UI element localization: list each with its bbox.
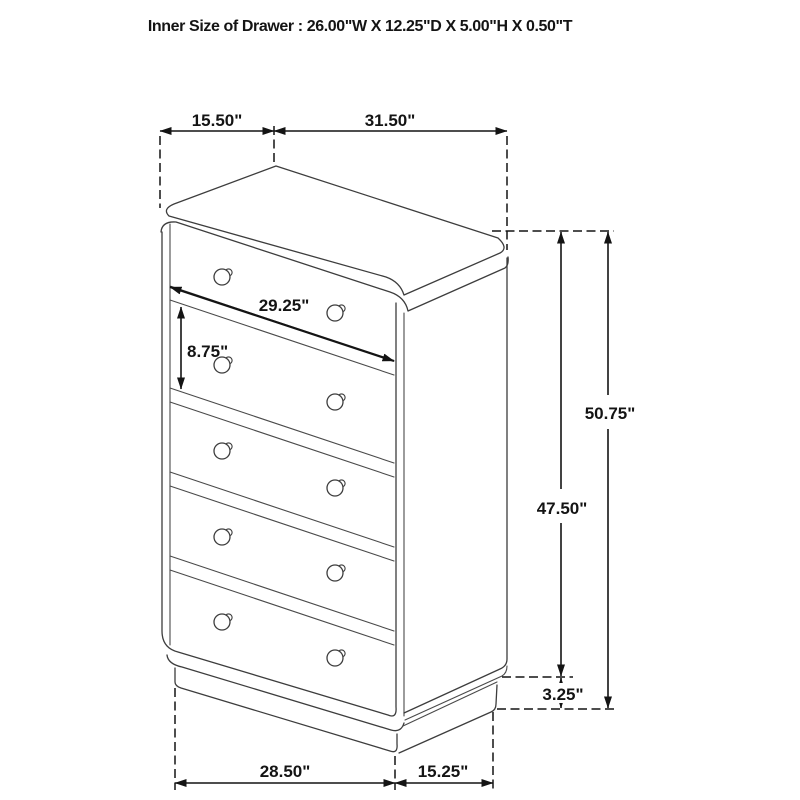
drawer-gap-2-top bbox=[170, 388, 394, 463]
chest-plinth-side bbox=[399, 685, 497, 753]
chest-top-band-edge bbox=[161, 222, 508, 311]
knob-icon bbox=[327, 565, 345, 581]
drawer-separations bbox=[170, 286, 394, 645]
knob-icon bbox=[214, 614, 232, 630]
drawer-gap-3-bottom bbox=[170, 486, 394, 561]
label-base-height: 3.25" bbox=[542, 685, 584, 704]
diagram-title: Inner Size of Drawer : 26.00"W X 12.25"D X 5.00"H X 0.50"T bbox=[147, 18, 573, 35]
knob-icon bbox=[327, 650, 345, 666]
chest-plinth-side-top bbox=[403, 682, 497, 726]
drawer-gap-4-top bbox=[170, 556, 394, 631]
label-body-height: 47.50" bbox=[536, 499, 588, 518]
dimension-labels bbox=[148, 18, 635, 781]
label-drawer-front-height: 8.75" bbox=[187, 342, 229, 361]
label-bottom-side-depth: 15.25" bbox=[417, 762, 469, 781]
drawer-gap-4-bottom bbox=[170, 570, 394, 645]
drawer-gap-3-top bbox=[170, 472, 394, 547]
chest-drawing bbox=[161, 166, 508, 753]
knob-icon bbox=[327, 305, 345, 321]
label-top-left-width: 15.50" bbox=[191, 111, 243, 130]
chest-side-panel bbox=[404, 258, 507, 713]
label-top-right-width: 31.50" bbox=[364, 111, 416, 130]
knob-icon bbox=[214, 529, 232, 545]
knob-icon bbox=[327, 480, 345, 496]
knob-icon bbox=[327, 394, 345, 410]
knob-icon bbox=[214, 443, 232, 459]
label-overall-height: 50.75" bbox=[584, 404, 636, 423]
drawer-gap-2-bottom bbox=[170, 402, 394, 477]
chest-plinth-front bbox=[175, 668, 397, 752]
label-bottom-front-width: 28.50" bbox=[259, 762, 311, 781]
label-drawer-width: 29.25" bbox=[258, 296, 310, 315]
knob-icon bbox=[214, 269, 232, 285]
